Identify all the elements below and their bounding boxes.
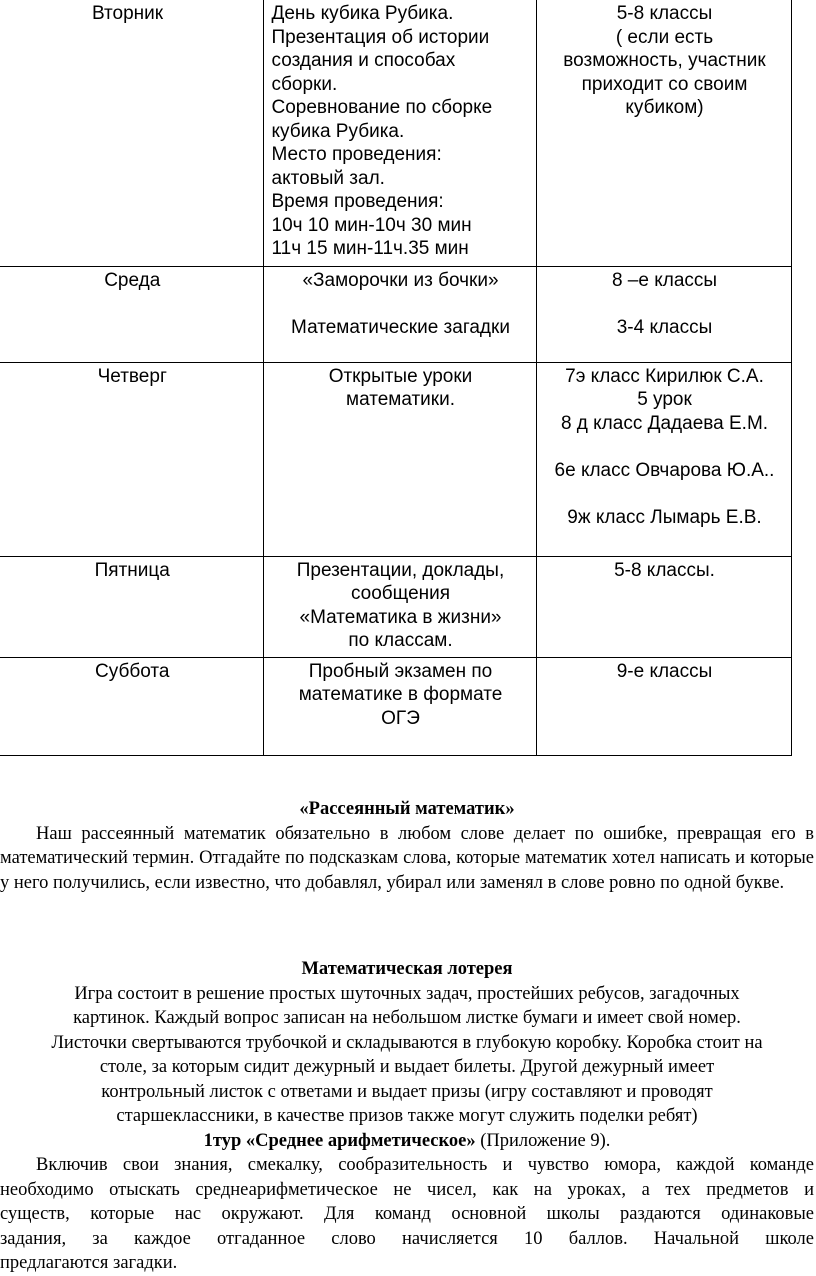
event-cell <box>263 657 536 755</box>
participant-line: 3-4 классы <box>616 316 713 338</box>
day-cell <box>0 657 263 755</box>
table-row <box>0 266 791 362</box>
event-line: Соревнование по сборке <box>271 97 493 118</box>
participant-line: 5-8 классы. <box>614 559 715 581</box>
participant-line: 9ж класс Лымарь Е.В. <box>567 506 762 528</box>
body-line: Включив свои знания, смекалку, сообразительность и чувство юмора, каждой команде <box>36 1155 814 1175</box>
event-line: «Математика в жизни» <box>299 606 502 628</box>
event-line: ОГЭ <box>381 707 420 729</box>
event-cell <box>263 362 536 556</box>
participant-line: 7э класс Кирилюк С.А. <box>565 365 764 387</box>
event-line: по классам. <box>348 630 453 651</box>
event-cell <box>263 0 536 266</box>
event-line: кубика Рубика. <box>271 120 405 142</box>
event-line: 11ч 15 мин-11ч.35 мин <box>271 238 469 259</box>
day-label: Суббота <box>95 660 170 682</box>
participant-line: возможность, участник <box>563 50 766 71</box>
body-line: задания, за каждое отгаданное слово начисляется 10 баллов. Начальной школе <box>0 1228 814 1249</box>
body-line: старшеклассники, в качестве призов также могут служить поделки ребят) <box>116 1106 698 1126</box>
event-line: Математические загадки <box>291 316 510 338</box>
participant-line: 5-8 классы <box>616 3 713 24</box>
event-line: Место проведения: <box>271 144 442 165</box>
body-line: предлагаются загадки. <box>0 1253 178 1273</box>
body-line: контрольный листок с ответами и выдает призы (игру составляют и проводят <box>101 1081 713 1102</box>
participant-line: приходит со своим <box>581 73 748 95</box>
participant-line: 9-е классы <box>616 660 713 682</box>
body-line: Листочки свертываются трубочкой и складываются в глубокую коробку. Коробка стоит на <box>51 1032 763 1053</box>
event-line: Презентации, доклады, <box>296 559 505 581</box>
participants-cell <box>536 0 791 266</box>
day-label: Пятница <box>94 559 170 581</box>
event-line: сообщения <box>350 583 451 604</box>
table-row <box>0 556 791 657</box>
participant-line: 8 –е классы <box>611 269 718 291</box>
event-line: День кубика Рубика. <box>271 3 454 24</box>
event-cell <box>263 556 536 657</box>
section-math-lottery <box>0 957 814 1276</box>
event-line: Презентация об истории <box>271 26 490 48</box>
tour-heading <box>0 1129 814 1154</box>
body-line: картинок. Каждый вопрос записан на небольшом листке бумаги и имеет свой номер. <box>73 1008 741 1028</box>
table-row <box>0 362 791 556</box>
event-line: создания и способах <box>271 50 456 71</box>
body-line: столе, за которым сидит дежурный и выдает билеты. Другой дежурный имеет <box>99 1057 715 1077</box>
participant-line: ( если есть <box>615 26 714 48</box>
day-cell <box>0 556 263 657</box>
event-line: Время проведения: <box>271 191 444 212</box>
body-line: необходимо отыскать среднеарифметическое не чисел, как на уроках, а тех предметов и <box>0 1179 814 1200</box>
day-cell <box>0 266 263 362</box>
tour-title: 1тур «Среднее арифметическое» <box>203 1130 476 1151</box>
day-label: Вторник <box>92 3 164 24</box>
participant-line: 6е класс Овчарова Ю.А.. <box>554 459 775 481</box>
section-absent-minded-mathematician <box>0 797 814 895</box>
section-title: «Рассеянный математик» <box>299 799 515 819</box>
event-line: Открытые уроки <box>328 365 473 387</box>
day-label: Четверг <box>97 365 167 387</box>
participants-cell <box>536 362 791 556</box>
section-body: Наш рассеянный математик обязательно в любом слове делает по ошибке, превращая его в математический термин. Отгадайте по подсказкам слова, которые математик хотел написать и которые у него получились, если известно, что добавлял, убирал или заменял в слове ровно по одной букве. <box>0 823 814 893</box>
day-cell <box>0 362 263 556</box>
event-line: математики. <box>346 389 455 410</box>
event-line: актовый зал. <box>271 167 385 189</box>
event-cell <box>263 266 536 362</box>
event-line: математике в формате <box>298 684 503 705</box>
body-line: Игра состоит в решение простых шуточных задач, простейших ребусов, загадочных <box>74 983 740 1004</box>
table-row <box>0 0 791 266</box>
participants-cell <box>536 556 791 657</box>
event-line: 10ч 10 мин-10ч 30 мин <box>271 214 472 236</box>
tour-note: (Приложение 9). <box>475 1130 611 1151</box>
participant-line: кубиком) <box>625 97 704 118</box>
day-cell <box>0 0 263 266</box>
day-label: Среда <box>104 269 161 291</box>
participant-line: 8 д класс Дадаева Е.М. <box>560 412 769 434</box>
event-line: «Заморочки из бочки» <box>302 269 499 291</box>
section-title: Математическая лотерея <box>301 959 513 979</box>
table-row <box>0 657 791 755</box>
participants-cell <box>536 657 791 755</box>
participants-cell <box>536 266 791 362</box>
event-line: Пробный экзамен по <box>308 660 493 682</box>
participant-line: 5 урок <box>637 389 692 410</box>
event-line: сборки. <box>271 73 338 95</box>
body-line: существ, которые нас окружают. Для команд основной школы раздаются одинаковые <box>0 1204 814 1224</box>
